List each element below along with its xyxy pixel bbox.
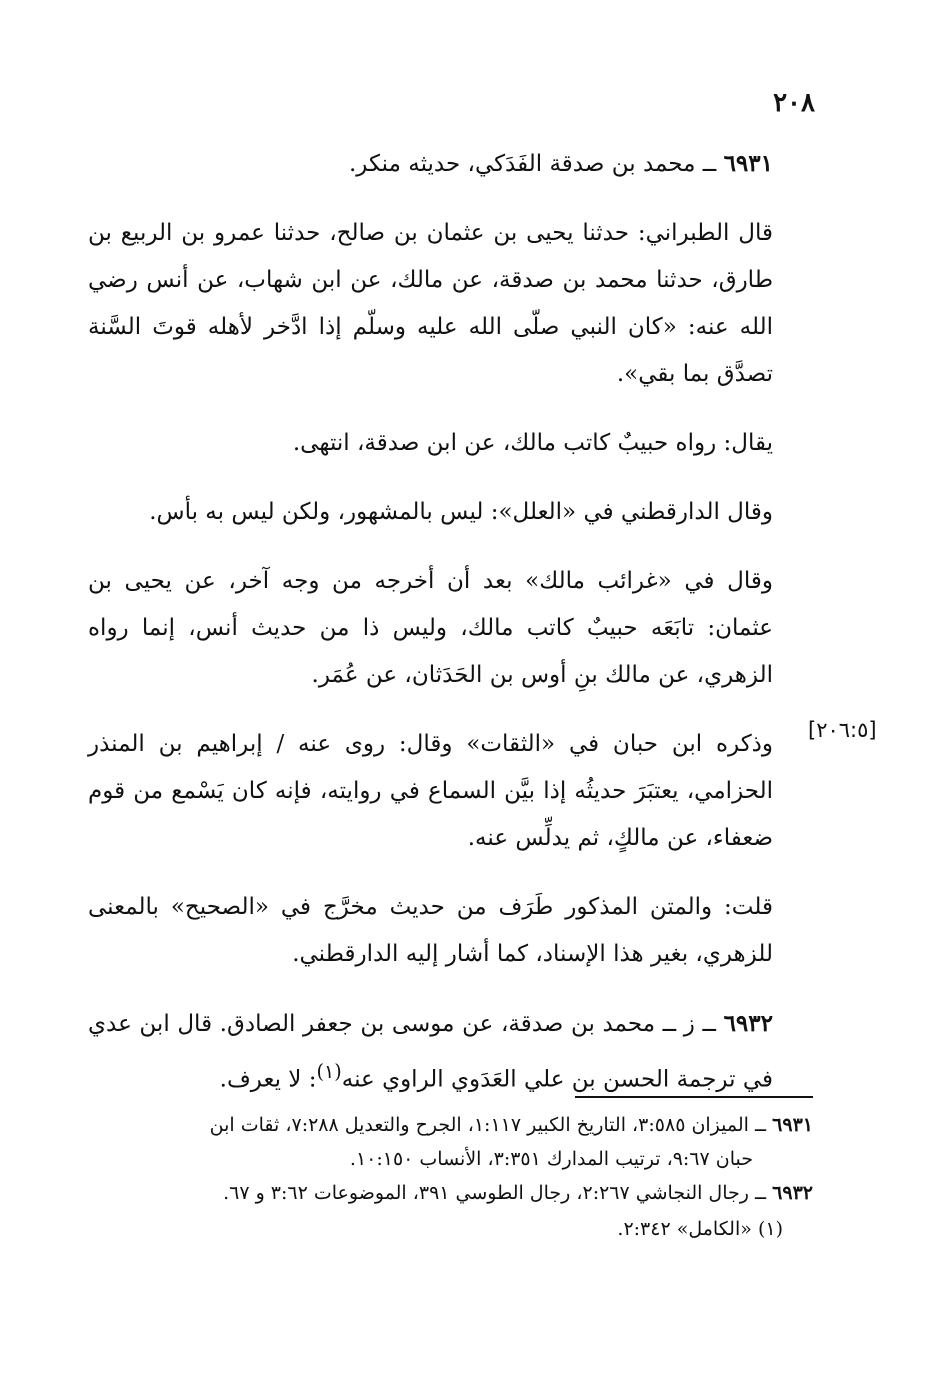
entry-heading: ــ ز ــ محمد بن صدقة، عن موسى بن جعفر الصادق. قال ابن عدي في ترجمة الحسن بن علي العَدَوي الراوي عنه (88, 1011, 773, 1093)
paragraph: وذكره ابن حبان في «الثقات» وقال: روى عنه / إبراهيم بن المنذر الحزامي، يعتبَرَ حديثُه إذا بيَّن السماع في روايته، فإنه كان يَسْمع من قوم ضعفاء، عن مالكٍ، ثم يدلِّس عنه. (88, 731, 773, 851)
footnotes (83, 1108, 813, 1246)
entry-number: ٦٩٣٢ (723, 1010, 773, 1037)
margin-reference: [٢٠٦:٥] (808, 718, 877, 742)
footnote-text: ــ رجال النجاشي ٢:٢٦٧، رجال الطوسي ٣٩١، الموضوعات ٣:٦٢ و ٦٧. (223, 1182, 767, 1204)
footnote-6931 (83, 1108, 813, 1142)
footnote-1 (83, 1212, 813, 1246)
footnote-marker: (١) (316, 1060, 342, 1083)
footnote-divider (575, 1096, 813, 1098)
page-number: ٢٠٨ (773, 88, 815, 118)
entry-6931 (88, 140, 813, 188)
main-text (88, 140, 813, 1126)
entry-ending: : لا يعرف. (219, 1066, 317, 1093)
paragraph: يقال: رواه حبيبٌ كاتب مالك، عن ابن صدقة، انتهى. (292, 430, 773, 456)
entry-number: ٦٩٣١ (723, 150, 773, 177)
paragraph: وقال الدارقطني في «العلل»: ليس بالمشهور، ولكن ليس به بأس. (149, 499, 773, 525)
footnote-number: ٦٩٣١ (772, 1114, 813, 1136)
footnote-number: ٦٩٣٢ (772, 1182, 813, 1204)
entry-heading: ــ محمد بن صدقة الفَدَكي، حديثه منكر. (348, 151, 717, 177)
entry-6932 (88, 1000, 813, 1104)
paragraph: قلت: والمتن المذكور طَرَف من حديث مخرَّج في «الصحيح» بالمعنى للزهري، بغير هذا الإسناد، كما أشار إليه الدارقطني. (88, 894, 773, 967)
paragraph: قال الطبراني: حدثنا يحيى بن عثمان بن صالح، حدثنا عمرو بن الربيع بن طارق، حدثنا محمد بن صدقة، عن مالك، عن ابن شهاب، عن أنس رضي الله عنه: «كان النبي صلّى الله عليه وسلّم إذا ادَّخر لأهله قوتَ السَّنة تصدَّق بما بقي». (88, 220, 773, 387)
footnote-text: «الكامل» ٢:٣٤٢. (617, 1218, 752, 1240)
footnote-text: ــ الميزان ٣:٥٨٥، التاريخ الكبير ١:١١٧، الجرح والتعديل ٧:٢٨٨، ثقات ابن (209, 1114, 767, 1136)
footnote-6932 (83, 1176, 813, 1210)
paragraph: وقال في «غرائب مالك» بعد أن أخرجه من وجه آخر، عن يحيى بن عثمان: تابَعَه حبيبٌ كاتب مالك، وليس ذا من حديث أنس، إنما رواه الزهري، عن مالك بنِ أوس بن الحَدَثان، عن عُمَر. (88, 568, 773, 688)
footnote-number: (١) (757, 1218, 783, 1240)
footnote-continuation: حبان ٩:٦٧، ترتيب المدارك ٣:٣٥١، الأنساب ١٠:١٥٠. (349, 1148, 753, 1170)
